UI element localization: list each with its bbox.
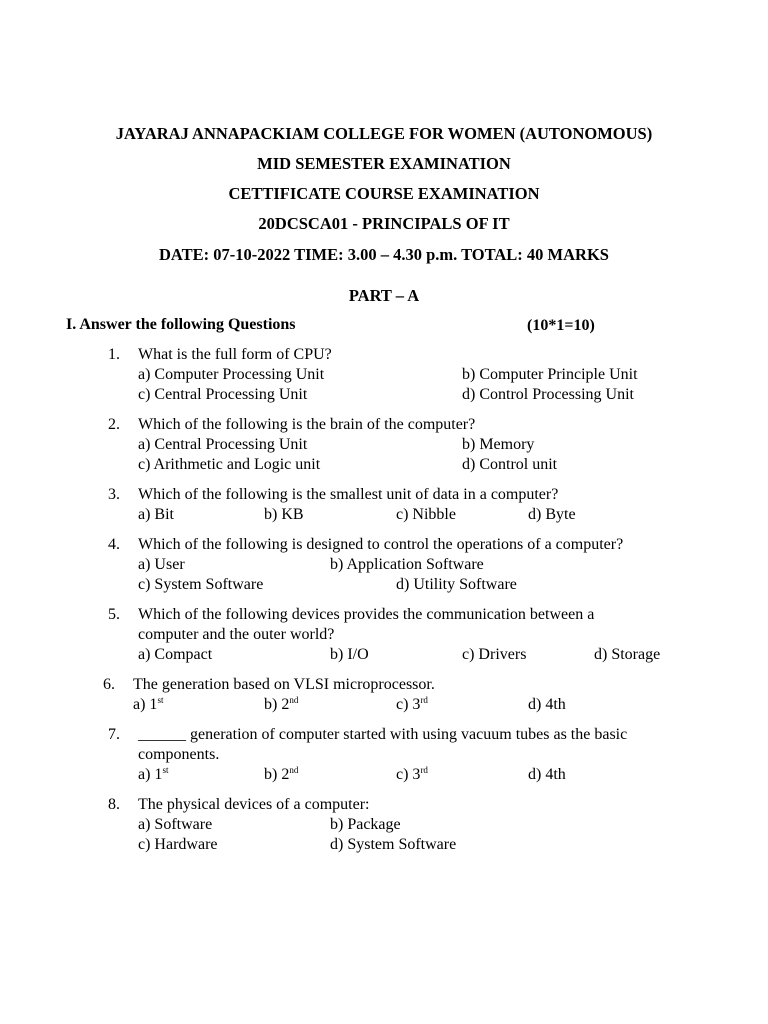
question-text: Which of the following is designed to control the operations of a computer?: [138, 536, 624, 553]
college-name: JAYARAJ ANNAPACKIAM COLLEGE FOR WOMEN (AUTONOMOUS): [115, 124, 653, 143]
exam-title: MID SEMESTER EXAMINATION: [257, 154, 511, 173]
question-number: 4.: [108, 536, 120, 553]
option: d) Byte: [528, 506, 576, 523]
option: b) I/O: [330, 646, 369, 663]
option: b) Computer Principle Unit: [462, 366, 638, 383]
section-marks: (10*1=10): [527, 317, 595, 334]
option: a) Computer Processing Unit: [138, 366, 325, 383]
option: d) 4th: [528, 766, 566, 783]
question-text-line-1: ______ generation of computer started with using vacuum tubes as the basic: [138, 726, 628, 743]
question-number: 6.: [103, 676, 115, 693]
question-text: The generation based on VLSI microprocessor.: [133, 676, 435, 693]
option: c) Nibble: [396, 506, 456, 523]
option: b) Memory: [462, 436, 535, 453]
question-text: Which of the following is the brain of the computer?: [138, 416, 476, 433]
option: a) User: [138, 556, 185, 573]
option: b) 2nd: [264, 695, 299, 713]
option: c) 3rd: [396, 695, 428, 713]
option: d) System Software: [330, 836, 457, 853]
question-text-line-1: Which of the following devices provides the communication between a: [138, 606, 595, 623]
option: d) Control Processing Unit: [462, 386, 634, 403]
question-text: Which of the following is the smallest unit of data in a computer?: [138, 486, 559, 503]
option: d) Storage: [594, 646, 661, 663]
question-text: What is the full form of CPU?: [138, 346, 332, 363]
paper-title: 20DCSCA01 - PRINCIPALS OF IT: [258, 214, 510, 233]
option: b) Application Software: [330, 556, 484, 573]
option: d) 4th: [528, 696, 566, 713]
option: b) Package: [330, 816, 401, 833]
section-instruction: I. Answer the following Questions: [66, 316, 296, 333]
option: c) Hardware: [138, 836, 218, 853]
question-number: 8.: [108, 796, 120, 813]
question-number: 3.: [108, 486, 120, 503]
option: b) 2nd: [264, 765, 299, 783]
option: a) Central Processing Unit: [138, 436, 308, 453]
option: c) Drivers: [462, 646, 527, 663]
option: c) System Software: [138, 576, 264, 593]
question-number: 7.: [108, 726, 120, 743]
option: a) 1st: [133, 695, 164, 713]
part-heading: PART – A: [348, 286, 420, 305]
question-text-line-2: computer and the outer world?: [138, 626, 335, 643]
question-text-line-2: components.: [138, 746, 220, 763]
option: c) Arithmetic and Logic unit: [138, 456, 321, 473]
option: d) Utility Software: [396, 576, 517, 593]
course-exam-title: CETTIFICATE COURSE EXAMINATION: [228, 184, 540, 203]
option: d) Control unit: [462, 456, 558, 473]
option: a) Compact: [138, 646, 213, 663]
option: a) 1st: [138, 765, 169, 783]
option: b) KB: [264, 506, 304, 523]
option: a) Bit: [138, 506, 174, 523]
question-number: 1.: [108, 346, 120, 363]
date-time-marks: DATE: 07-10-2022 TIME: 3.00 – 4.30 p.m. TOTAL: 40 MARKS: [159, 245, 609, 264]
option: c) Central Processing Unit: [138, 386, 308, 403]
question-number: 2.: [108, 416, 120, 433]
question-text: The physical devices of a computer:: [138, 796, 370, 813]
option: a) Software: [138, 816, 213, 833]
question-number: 5.: [108, 606, 120, 623]
option: c) 3rd: [396, 765, 428, 783]
